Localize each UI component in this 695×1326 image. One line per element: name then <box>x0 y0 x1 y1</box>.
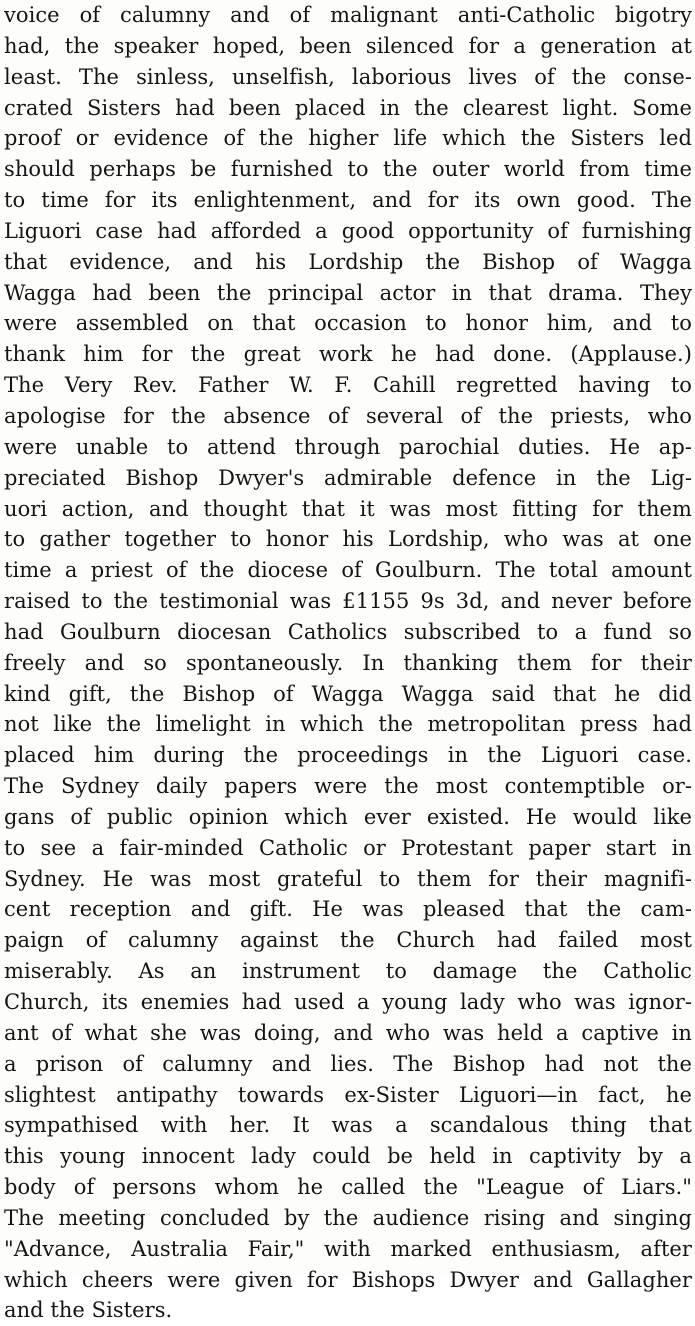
text-line: sympathised with her. It was a scandalous thing that <box>4 1113 692 1138</box>
text-line: "Advance, Australia Fair," with marked enthusiasm, after <box>4 1236 692 1261</box>
text-line: had, the speaker hoped, been silenced for a generation at <box>4 33 692 58</box>
text-line: preciated Bishop Dwyer's admirable defence in the Lig- <box>4 465 692 490</box>
text-line: were unable to attend through parochial duties. He ap- <box>4 434 692 459</box>
text-line: time a priest of the diocese of Goulburn. The total amount <box>4 558 692 583</box>
text-line: to gather together to honor his Lordship, who was at one <box>4 527 692 552</box>
text-line: The Very Rev. Father W. F. Cahill regretted having to <box>4 373 692 398</box>
text-line: thank him for the great work he had done. (Applause.) <box>4 342 692 367</box>
text-line: Sydney. He was most grateful to them for their magnifi- <box>4 866 692 891</box>
text-line: Liguori case had afforded a good opportunity of furnishing <box>4 218 692 243</box>
text-line: should perhaps be furnished to the outer world from time <box>4 157 692 182</box>
text-line: slightest antipathy towards ex-Sister Liguori—in fact, he <box>4 1082 692 1107</box>
text-line: a prison of calumny and lies. The Bishop had not the <box>4 1051 692 1076</box>
text-line: to time for its enlightenment, and for its own good. The <box>4 188 692 213</box>
text-line: least. The sinless, unselfish, laborious lives of the conse- <box>4 64 692 89</box>
text-line: kind gift, the Bishop of Wagga Wagga said that he did <box>4 681 692 706</box>
text-line: miserably. As an instrument to damage the Catholic <box>4 959 692 984</box>
text-line: The meeting concluded by the audience rising and singing <box>4 1205 692 1230</box>
text-line: apologise for the absence of several of the priests, who <box>4 403 692 428</box>
text-line: proof or evidence of the higher life which the Sisters led <box>4 126 692 151</box>
text-line: were assembled on that occasion to honor him, and to <box>4 311 692 336</box>
text-line: gans of public opinion which ever existed. He would like <box>4 804 692 829</box>
text-line: that evidence, and his Lordship the Bishop of Wagga <box>4 249 692 274</box>
text-line: uori action, and thought that it was most fitting for them <box>4 496 692 521</box>
text-line: paign of calumny against the Church had failed most <box>4 928 692 953</box>
text-line: placed him during the proceedings in the Liguori case. <box>4 743 692 768</box>
text-line: this young innocent lady could be held in captivity by a <box>4 1144 692 1169</box>
text-line: voice of calumny and of malignant anti-Catholic bigotry <box>4 3 692 27</box>
text-line: body of persons whom he called the "League of Liars." <box>4 1175 692 1200</box>
text-line: raised to the testimonial was £1155 9s 3d, and never before <box>4 589 692 614</box>
text-line: which cheers were given for Bishops Dwyer and Gallagher <box>4 1267 692 1292</box>
text-line: Church, its enemies had used a young lady who was ignor- <box>4 990 692 1014</box>
text-line: Wagga had been the principal actor in that drama. They <box>4 280 692 305</box>
text-line: had Goulburn diocesan Catholics subscribed to a fund so <box>4 619 692 644</box>
text-line: crated Sisters had been placed in the clearest light. Some <box>4 95 692 120</box>
text-line: not like the limelight in which the metropolitan press had <box>4 712 692 737</box>
text-line: and the Sisters. <box>4 1298 173 1323</box>
text-line: freely and so spontaneously. In thanking them for their <box>4 650 692 675</box>
text-line: The Sydney daily papers were the most contemptible or- <box>4 774 692 799</box>
text-line: cent reception and gift. He was pleased that the cam- <box>4 897 692 922</box>
text-line: ant of what she was doing, and who was held a captive in <box>4 1020 692 1045</box>
article-column <box>4 0 692 1326</box>
text-line: to see a fair-minded Catholic or Protestant paper start in <box>4 835 692 860</box>
